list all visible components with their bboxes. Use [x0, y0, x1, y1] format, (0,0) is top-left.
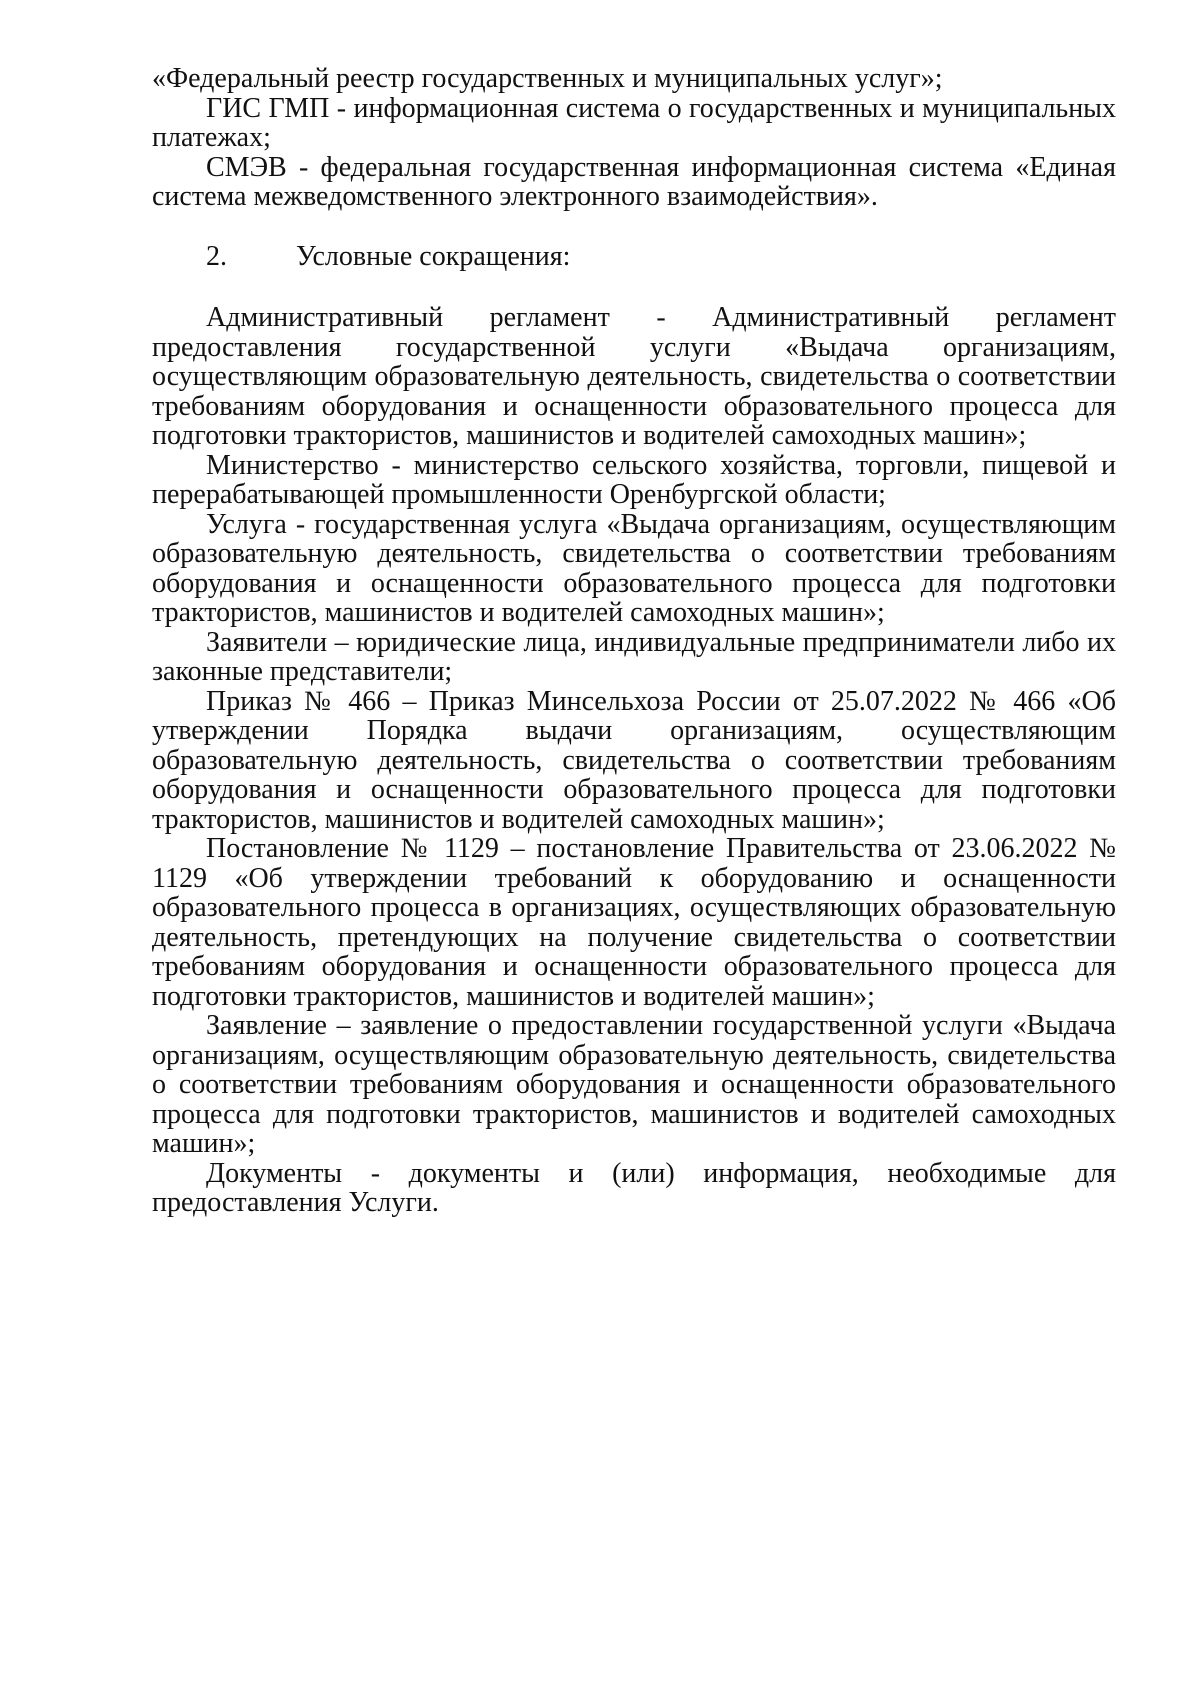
- section-number: 2.: [206, 240, 227, 272]
- intro-paragraph-smev: СМЭВ - федеральная государственная информационная система «Единая система межведомственного электронного взаимодействия».: [152, 151, 1116, 212]
- definition-documents: Документы - документы и (или) информация, необходимые для предоставления Услуги.: [152, 1157, 1116, 1218]
- document-page: [152, 64, 1116, 1218]
- definition-resolution-1129: Постановление № 1129 – постановление Правительства от 23.06.2022 № 1129 «Об утверждении требований к оборудованию и оснащенности образовательного процесса в организациях, осуществляющих образовательную деятельность, претендующих на получение свидетельства о соответствии требованиям оборудования и оснащенности образовательного процесса для подготовки трактористов, машинистов и водителей машин»;: [152, 833, 1116, 1012]
- section-title: Условные сокращения:: [296, 240, 571, 272]
- definition-service: Услуга - государственная услуга «Выдача организациям, осуществляющим образовательную деятельность, свидетельства о соответствии требованиям оборудования и оснащенности образовательного процесса для подготовки трактористов, машинистов и водителей самоходных машин»;: [152, 508, 1116, 628]
- intro-paragraph-gis-gmp: ГИС ГМП - информационная система о государственных и муниципальных платежах;: [152, 92, 1116, 153]
- definition-ministry: Министерство - министерство сельского хозяйства, торговли, пищевой и перерабатывающей промышленности Оренбургской области;: [152, 449, 1116, 510]
- definition-admin-regulation: Административный регламент - Административный регламент предоставления государственной услуги «Выдача организациям, осуществляющим образовательную деятельность, свидетельства о соответствии требованиям оборудования и оснащенности образовательного процесса для подготовки трактористов, машинистов и водителей самоходных машин»;: [152, 302, 1116, 451]
- intro-paragraph-registry: «Федеральный реестр государственных и муниципальных услуг»;: [152, 63, 943, 94]
- section-heading: [152, 242, 1116, 272]
- definition-applicants: Заявители – юридические лица, индивидуальные предприниматели либо их законные представители;: [152, 626, 1116, 687]
- definition-order-466: Приказ № 466 – Приказ Минсельхоза России от 25.07.2022 № 466 «Об утверждении Порядка выдачи организациям, осуществляющим образовательную деятельность, свидетельства о соответствии требованиям оборудования и оснащенности образовательного процесса для подготовки трактористов, машинистов и водителей самоходных машин»;: [152, 685, 1116, 835]
- definition-application: Заявление – заявление о предоставлении государственной услуги «Выдача организациям, осуществляющим образовательную деятельность, свидетельства о соответствии требованиям оборудования и оснащенности образовательного процесса для подготовки трактористов, машинистов и водителей самоходных машин»;: [152, 1010, 1116, 1159]
